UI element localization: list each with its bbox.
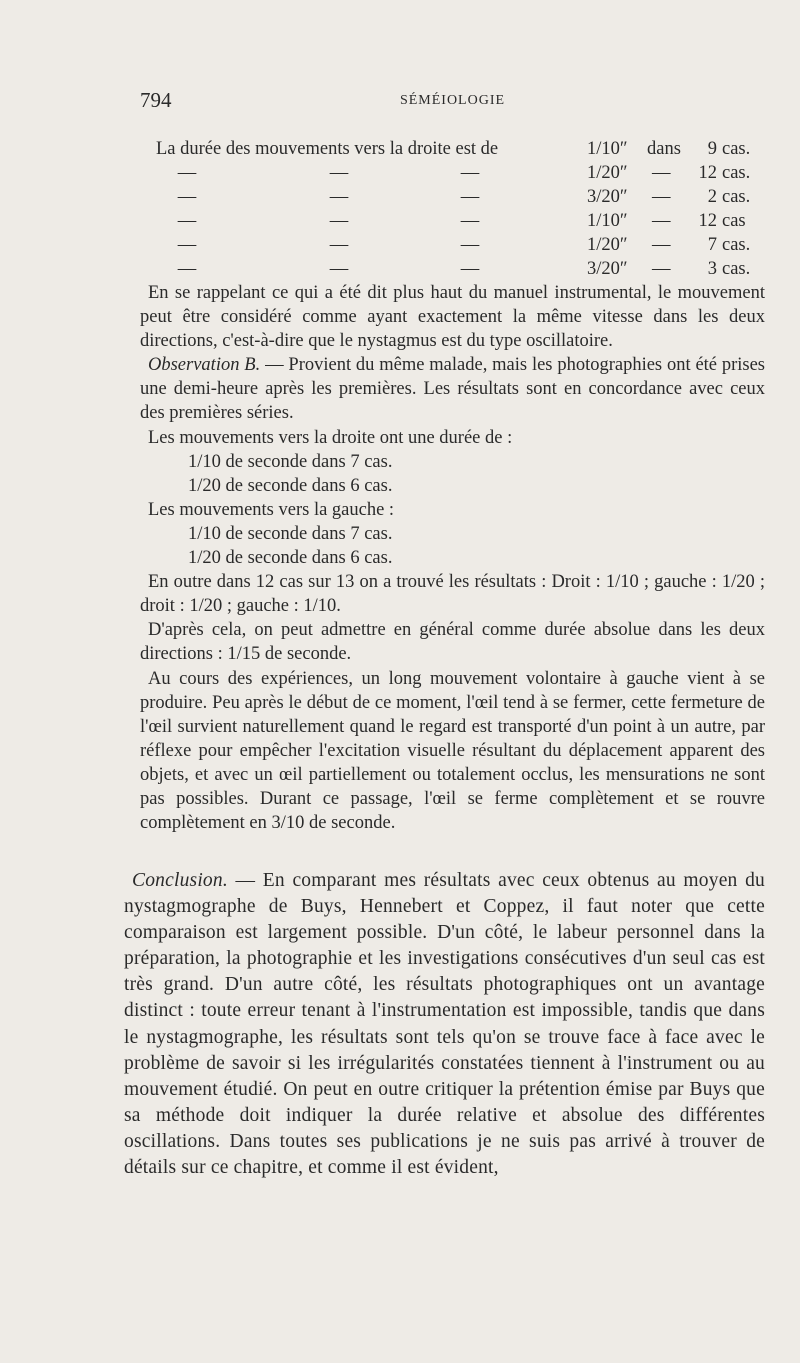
page-number: 794 (140, 88, 172, 112)
paragraph-en-outre: En outre dans 12 cas sur 13 on a trouvé les résultats : Droit : 1/10 ; gauche : 1/20 ; droit : 1/20 ; gauche : 1/10. (140, 572, 765, 617)
right-movements-intro: Les mouvements vers la droite ont une durée de : (148, 427, 513, 448)
row-sep: — (652, 259, 671, 280)
row-sep: — (652, 187, 671, 208)
duration-value: 1/20″ (587, 235, 628, 256)
paragraph-au-cours: Au cours des expériences, un long mouvement volontaire à gauche vient à se produire. Peu après le début de ce moment, l'œil tend à se fermer, cette fermeture de l'œil survient naturellement quand le regard est transporté d'un point à un autre, par réflexe pour empêcher l'excitation visuelle résultant du déplacement apparent des objets, et avec un œil partiellement ou totalement occlus, les mensurations ne sont pas possibles. Durant ce passage, l'œil se ferme complètement et se rouvre complètement en 3/10 de seconde. (140, 668, 765, 834)
paragraph-dapres: D'après cela, on peut admettre en général comme durée absolue dans les deux directions : 1/15 de seconde. (140, 620, 765, 665)
right-movements-line: 1/10 de seconde dans 7 cas. (188, 451, 393, 472)
case-unit: cas. (722, 235, 751, 256)
case-count: 12 (698, 163, 717, 184)
page-header (140, 88, 765, 118)
left-movements-line: 1/10 de seconde dans 7 cas. (188, 523, 393, 544)
case-count: 9 (707, 139, 717, 159)
case-unit: cas. (722, 163, 751, 184)
ditto-mark: — (177, 235, 197, 256)
ditto-mark: — (329, 211, 349, 232)
duration-value: 1/10″ (587, 211, 628, 232)
conclusion-label: Conclusion. (132, 870, 228, 891)
ditto-mark: — (329, 163, 349, 184)
ditto-mark: — (177, 259, 197, 280)
conclusion-text: — En comparant mes résultats avec ceux obtenus au moyen du nystagmographe de Buys, Hennebert et Coppez, il faut noter que cette comparaison est largement possible. D'un côté, le labeur personnel dans la préparation, la photographie et les investigations consécutives d'un seul cas est très grand. D'un autre côté, les résultats photographiques ont un avantage distinct : toute erreur tenant à l'instrumentation est impossible, tandis que dans le nystagmographe, les résultats sont tels qu'on se trouve face à face avec le problème de savoir si les irrégularités constatées tiennent à l'instrument ou au mouvement étudié. On peut en outre critiquer la prétention émise par Buys que sa méthode doit indiquer la durée relative et absolue des différentes oscillations. Dans toutes ses publications je ne suis pas arrivé à trouver de détails sur ce chapitre, et comme il est évident, (124, 870, 765, 1179)
ditto-mark: — (460, 187, 480, 208)
table-intro: La durée des mouvements vers la droite est de (156, 139, 499, 159)
right-movements-line: 1/20 de seconde dans 6 cas. (188, 475, 393, 496)
case-unit: cas (722, 211, 746, 232)
row-sep: — (652, 163, 671, 184)
table-row (140, 209, 765, 233)
ditto-mark: — (460, 235, 480, 256)
paragraph-conclusion (124, 868, 765, 1181)
ditto-mark: — (329, 187, 349, 208)
case-unit: cas. (722, 187, 751, 208)
row-sep: — (652, 235, 671, 256)
paragraph-observation-b (140, 353, 765, 425)
left-movements-line: 1/20 de seconde dans 6 cas. (188, 548, 393, 569)
running-title: SÉMÉIOLOGIE (399, 93, 506, 108)
case-count: 12 (698, 211, 717, 232)
observation-text: — Provient du même malade, mais les photographies ont été prises une demi-heure après les premières. Les résultats sont en concordance avec ceux des premières séries. (140, 355, 765, 424)
table-row (140, 137, 765, 161)
case-count: 2 (707, 187, 717, 208)
table-row (140, 161, 765, 185)
case-unit: cas. (722, 139, 751, 159)
body-text (140, 281, 765, 835)
ditto-mark: — (177, 187, 197, 208)
ditto-mark: — (329, 259, 349, 280)
paragraph-manuel: En se rappelant ce qui a été dit plus haut du manuel instrumental, le mouvement peut être considéré comme ayant exactement la même vitesse dans les deux directions, c'est-à-dire que le nystagmus est du type oscillatoire. (140, 283, 765, 352)
case-unit: cas. (722, 259, 751, 280)
ditto-mark: — (329, 235, 349, 256)
row-sep: dans (647, 139, 681, 159)
table-row (140, 257, 765, 281)
durations-table (140, 137, 765, 282)
table-row (140, 233, 765, 257)
ditto-mark: — (177, 163, 197, 184)
row-sep: — (652, 211, 671, 232)
duration-value: 1/10″ (587, 139, 628, 159)
duration-value: 1/20″ (587, 163, 628, 184)
observation-label: Observation B. (148, 355, 261, 376)
duration-value: 3/20″ (587, 187, 628, 208)
duration-value: 3/20″ (587, 259, 628, 280)
case-count: 7 (707, 235, 717, 256)
ditto-mark: — (460, 211, 480, 232)
ditto-mark: — (177, 211, 197, 232)
case-count: 3 (707, 259, 717, 280)
table-row (140, 185, 765, 209)
conclusion-section (124, 868, 765, 1181)
left-movements-intro: Les mouvements vers la gauche : (148, 499, 395, 520)
ditto-mark: — (460, 259, 480, 280)
ditto-mark: — (460, 163, 480, 184)
